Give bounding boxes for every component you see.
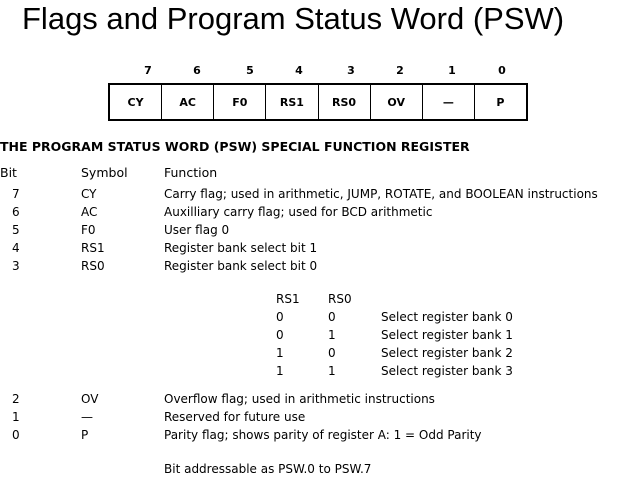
function-cell: Auxilliary carry flag; used for BCD arithmetic	[164, 205, 433, 219]
column-header-bit: Bit	[0, 165, 17, 180]
bit-number: 4	[295, 64, 303, 77]
bit-number: 3	[347, 64, 355, 77]
bank-rs0-value: 1	[328, 364, 336, 378]
bit-number: 1	[448, 64, 456, 77]
bit-number-row	[108, 64, 528, 80]
bit-cell: 7	[12, 187, 20, 201]
symbol-cell: AC	[81, 205, 98, 219]
symbol-cell: F0	[81, 223, 96, 237]
column-header-symbol: Symbol	[81, 165, 128, 180]
bank-rs0-value: 0	[328, 310, 336, 324]
bit-number: 6	[193, 64, 201, 77]
register-cell-ov: OV	[371, 85, 423, 119]
register-cell-ac: AC	[162, 85, 214, 119]
function-cell: Overflow flag; used in arithmetic instructions	[164, 392, 435, 406]
bit-number: 0	[498, 64, 506, 77]
symbol-cell: CY	[81, 187, 97, 201]
table-row	[0, 241, 638, 259]
bank-rs0-value: 1	[328, 328, 336, 342]
bit-cell: 5	[12, 223, 20, 237]
register-cell-p: P	[496, 95, 505, 109]
bank-header-rs0: RS0	[328, 292, 352, 306]
table-row	[0, 392, 638, 410]
register-cell-cy: CY	[110, 85, 162, 119]
bank-description: Select register bank 0	[381, 310, 513, 324]
section-heading: THE PROGRAM STATUS WORD (PSW) SPECIAL FUNCTION REGISTER	[0, 139, 470, 154]
table-row	[0, 187, 638, 205]
bit-cell: 2	[12, 392, 20, 406]
function-cell: User flag 0	[164, 223, 230, 237]
function-cell: Carry flag; used in arithmetic, JUMP, ROTATE, and BOOLEAN instructions	[164, 187, 598, 201]
psw-register-diagram	[108, 83, 528, 121]
bit-cell: 3	[12, 259, 20, 273]
function-cell: Register bank select bit 0	[164, 259, 318, 273]
bit-cell: 0	[12, 428, 20, 442]
bank-description: Select register bank 2	[381, 346, 513, 360]
function-cell: Register bank select bit 1	[164, 241, 318, 255]
bit-cell: 4	[12, 241, 20, 255]
bit-cell: 1	[12, 410, 20, 424]
bank-rs1-value: 1	[276, 346, 284, 360]
bank-rs1-value: 0	[276, 328, 284, 342]
register-cell-reserved: —	[423, 85, 475, 119]
symbol-cell: RS1	[81, 241, 105, 255]
symbol-cell: RS0	[81, 259, 105, 273]
bit-number: 2	[396, 64, 404, 77]
symbol-cell: —	[81, 410, 93, 424]
table-row	[0, 410, 638, 428]
column-header-function: Function	[164, 165, 218, 180]
function-cell: Parity flag; shows parity of register A: 1 = Odd Parity	[164, 428, 482, 442]
table-row	[0, 259, 638, 277]
bank-rs1-value: 0	[276, 310, 284, 324]
bank-header-rs1: RS1	[276, 292, 300, 306]
bank-description: Select register bank 3	[381, 364, 513, 378]
footer-note: Bit addressable as PSW.0 to PSW.7	[164, 462, 372, 476]
register-cell-f0: F0	[214, 85, 266, 119]
table-row	[0, 428, 638, 446]
table-row	[0, 223, 638, 241]
bank-rs1-value: 1	[276, 364, 284, 378]
page-title: Flags and Program Status Word (PSW)	[22, 1, 565, 36]
bank-description: Select register bank 1	[381, 328, 513, 342]
register-cell-rs1: RS1	[266, 85, 318, 119]
register-cell-rs0: RS0	[319, 85, 371, 119]
function-cell: Reserved for future use	[164, 410, 306, 424]
symbol-cell: P	[81, 428, 89, 442]
symbol-cell: OV	[81, 392, 99, 406]
bit-cell: 6	[12, 205, 20, 219]
bank-rs0-value: 0	[328, 346, 336, 360]
table-row	[0, 205, 638, 223]
bit-number: 5	[246, 64, 254, 77]
bit-number: 7	[144, 64, 152, 77]
